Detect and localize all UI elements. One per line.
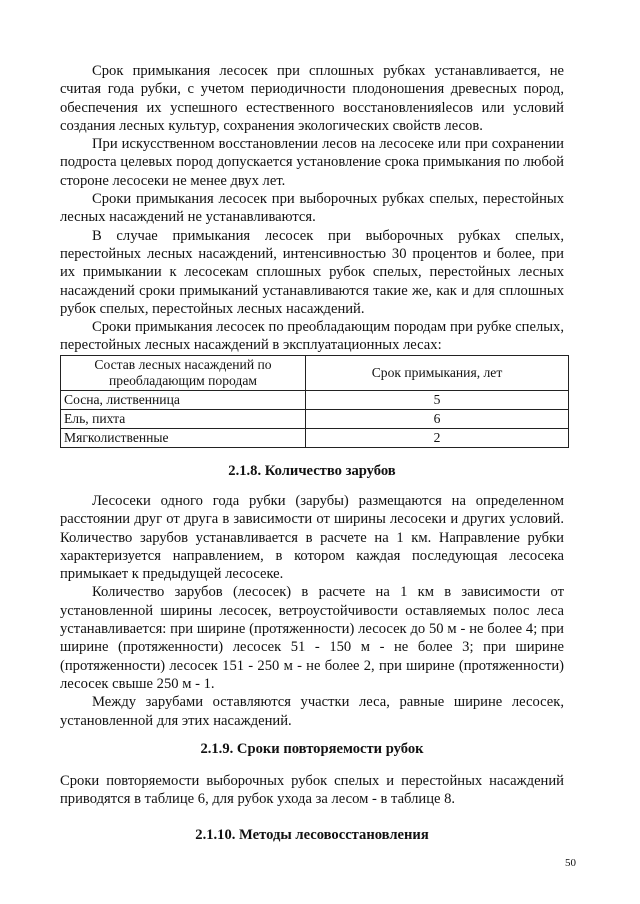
section-heading: 2.1.9. Сроки повторяемости рубок bbox=[200, 741, 424, 757]
section-text bbox=[60, 492, 564, 730]
paragraph: Лесосеки одного года рубки (зарубы) размещаются на определенном расстоянии друг от друга в зависимости от ширины лесосеки и других условий. Количество зарубов устанавливается в расчете на 1 км. Направление рубки характеризуется направлением, в котором каждая последующая лесосека примыкает к предыдущей лесосеке. bbox=[60, 493, 564, 583]
paragraph: Количество зарубов (лесосек) в расчете на 1 км в зависимости от установленной ширины лесосек, ветроустойчивости оставляемых полос леса устанавливается: при ширине (протяженности) лесосек до 50 м - не более 4; при ширине (протяженности) лесосек 51 - 150 м - не более 3; при ширине (протяженности) лесосек 151 - 250 м - не более 2, при ширине (протяженности) лесосек свыше 250 м - 1. bbox=[60, 584, 564, 692]
section-heading: 2.1.8. Количество зарубов bbox=[228, 463, 396, 479]
page-number: 50 bbox=[565, 857, 576, 869]
table-row bbox=[61, 391, 569, 410]
table-cell: Мягколиственные bbox=[61, 429, 306, 448]
section-text bbox=[60, 772, 564, 809]
table-cell: 2 bbox=[306, 429, 569, 448]
table-row bbox=[61, 429, 569, 448]
table-header-row bbox=[61, 356, 569, 391]
table-cell: Сосна, лиственница bbox=[61, 391, 306, 410]
table-cell: 5 bbox=[306, 391, 569, 410]
paragraph: В случае примыкания лесосек при выборочных рубках спелых, перестойных лесных насаждений, интенсивностью 30 процентов и более, при их примыкании к лесосекам сплошных рубок спелых, перестойных лесных насаждений сроки примыканий устанавливаются такие же, как и для сплошных рубок спелых, перестойных лесных насаждений. bbox=[60, 227, 564, 317]
column-header: Срок примыкания, лет bbox=[306, 356, 569, 391]
paragraph: Между зарубами оставляются участки леса, равные ширине лесосек, установленной для этих насаждений. bbox=[60, 694, 564, 729]
paragraph: Сроки примыкания лесосек при выборочных рубках спелых, перестойных лесных насаждений не устанавливаются. bbox=[60, 191, 564, 226]
paragraph: Сроки повторяемости выборочных рубок спелых и перестойных насаждений приводятся в таблице 6, для рубок ухода за лесом - в таблице 8. bbox=[60, 773, 564, 808]
intro-text bbox=[60, 62, 564, 355]
table-cell: 6 bbox=[306, 410, 569, 429]
section-heading: 2.1.10. Методы лесовосстановления bbox=[195, 827, 429, 843]
paragraph: Сроки примыкания лесосек по преобладающим породам при рубке спелых, перестойных лесных насаждений в эксплуатационных лесах: bbox=[60, 319, 564, 354]
table-cell: Ель, пихта bbox=[61, 410, 306, 429]
column-header: Состав лесных насаждений по преобладающим породам bbox=[61, 356, 306, 391]
paragraph: Срок примыкания лесосек при сплошных рубках устанавливается, не считая года рубки, с учетом периодичности плодоношения древесных пород, обеспечения их успешного естественного восстановленияlесов или условий создания лесных культур, сохранения экологических свойств лесов. bbox=[60, 63, 564, 134]
paragraph: При искусственном восстановлении лесов на лесосеке или при сохранении подроста целевых пород допускается установление срока примыкания по любой стороне лесосеки не менее двух лет. bbox=[60, 136, 564, 189]
adjacency-period-table bbox=[60, 355, 569, 448]
table-row bbox=[61, 410, 569, 429]
